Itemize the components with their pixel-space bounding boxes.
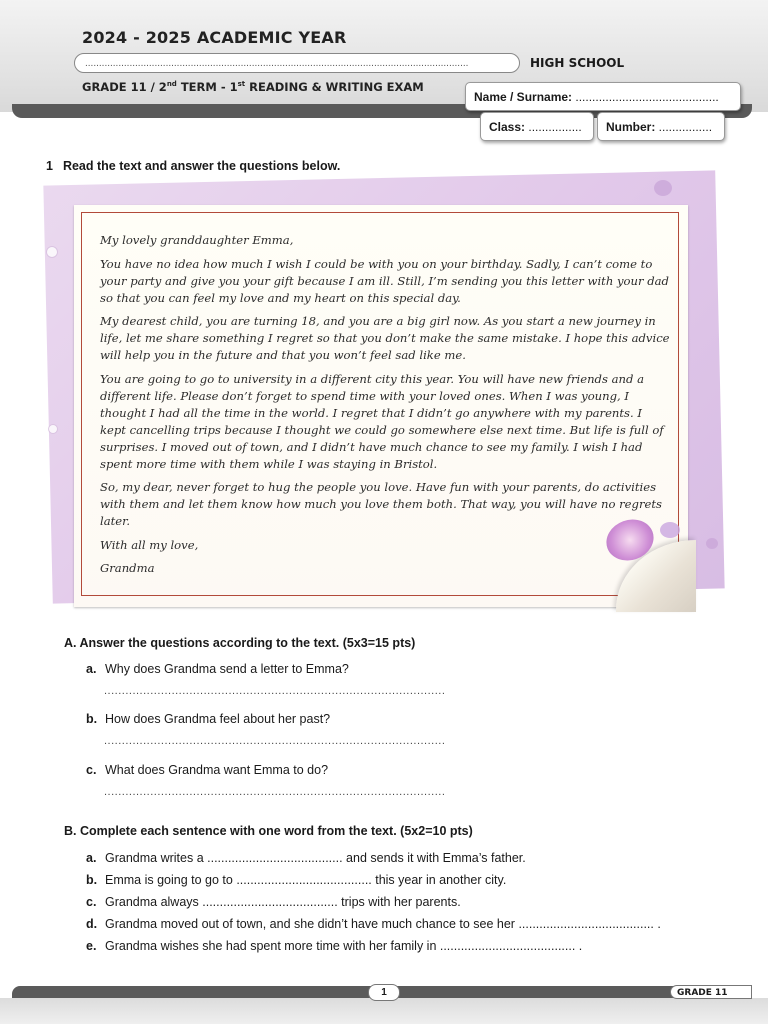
letter-paragraph: You have no idea how much I wish I could be with you on your birthday. Sadly, I can’t come to your party and give you your gift because I am ill. Still, I’m sending you this letter with your dad so that you can feel my love and my heart on this special day. (100, 256, 669, 305)
grade-tag: GRADE 11 (670, 985, 752, 999)
letter-text (100, 232, 670, 584)
number-field[interactable]: Number: ................ (597, 112, 725, 141)
sentence-e[interactable]: e. Grandma wishes she had spent more time with her family in ....................................... . (86, 939, 583, 953)
answer-line-c[interactable]: ................................................................................................ (104, 786, 446, 798)
sentence-d[interactable]: d. Grandma moved out of town, and she didn’t have much chance to see her ....................................... . (86, 917, 661, 931)
footer-background (0, 998, 768, 1024)
part-b-heading: B. Complete each sentence with one word from the text. (5x2=10 pts) (64, 824, 473, 838)
decorative-bubble (706, 538, 718, 549)
decorative-bubble (48, 424, 58, 434)
answer-line-b[interactable]: ................................................................................................ (104, 735, 446, 747)
school-name-dots: .......................................................................................................................................... (85, 58, 469, 69)
answer-line-a[interactable]: ................................................................................................ (104, 685, 446, 697)
letter-paragraph: You are going to go to university in a different city this year. You will have new friends and a different life. Please don’t forget to spend time with your loved ones. When I was young, I thought I had all the time in the world. I regret that I didn’t go anywhere with my parents. I kept cancelling trips because I thought we could go somewhere else next time. But life is full of surprises. I moved out of town, and I didn’t have much chance to see my family. I wish I had spent more time with them while I was staying in Bristol. (100, 371, 664, 471)
sentence-b[interactable]: b. Emma is going to go to ....................................... this year in another city. (86, 873, 507, 887)
section-1-instruction: 1 Read the text and answer the questions below. (46, 159, 341, 173)
question-c: c. What does Grandma want Emma to do? (86, 763, 329, 777)
letter-closing: With all my love, (100, 537, 199, 552)
question-b: b. How does Grandma feel about her past? (86, 712, 331, 726)
class-field[interactable]: Class: ................ (480, 112, 594, 141)
part-a-heading: A. Answer the questions according to the text. (5x3=15 pts) (64, 636, 416, 650)
decorative-bubble (46, 246, 58, 258)
question-a: a. Why does Grandma send a letter to Emma? (86, 662, 349, 676)
letter-paragraph: My dearest child, you are turning 18, and you are a big girl now. As you start a new journey in life, let me share something I regret so that you don’t make the same mistake. I hope this advice will help you in the future and that you won’t feel sad like me. (100, 314, 670, 362)
academic-year-title: 2024 - 2025 ACADEMIC YEAR (82, 28, 347, 47)
exam-title: GRADE 11 / 2nd TERM - 1st READING & WRITING EXAM (82, 80, 424, 94)
school-name-field[interactable] (74, 53, 520, 73)
name-surname-field[interactable]: Name / Surname: ........................................... (465, 82, 741, 111)
letter-paragraph: So, my dear, never forget to hug the people you love. Have fun with your parents, do activities with them and let them know how much you love them both. That way, you will have no regrets later. (100, 480, 662, 528)
sentence-a[interactable]: a. Grandma writes a ....................................... and sends it with Emma’s father. (86, 851, 526, 865)
page-number: 1 (368, 984, 400, 1001)
school-label: HIGH SCHOOL (530, 56, 625, 70)
decorative-bubble (654, 180, 672, 196)
letter-signature: Grandma (100, 561, 155, 575)
sentence-c[interactable]: c. Grandma always ....................................... trips with her parents. (86, 895, 461, 909)
letter-greeting: My lovely granddaughter Emma, (100, 233, 294, 247)
